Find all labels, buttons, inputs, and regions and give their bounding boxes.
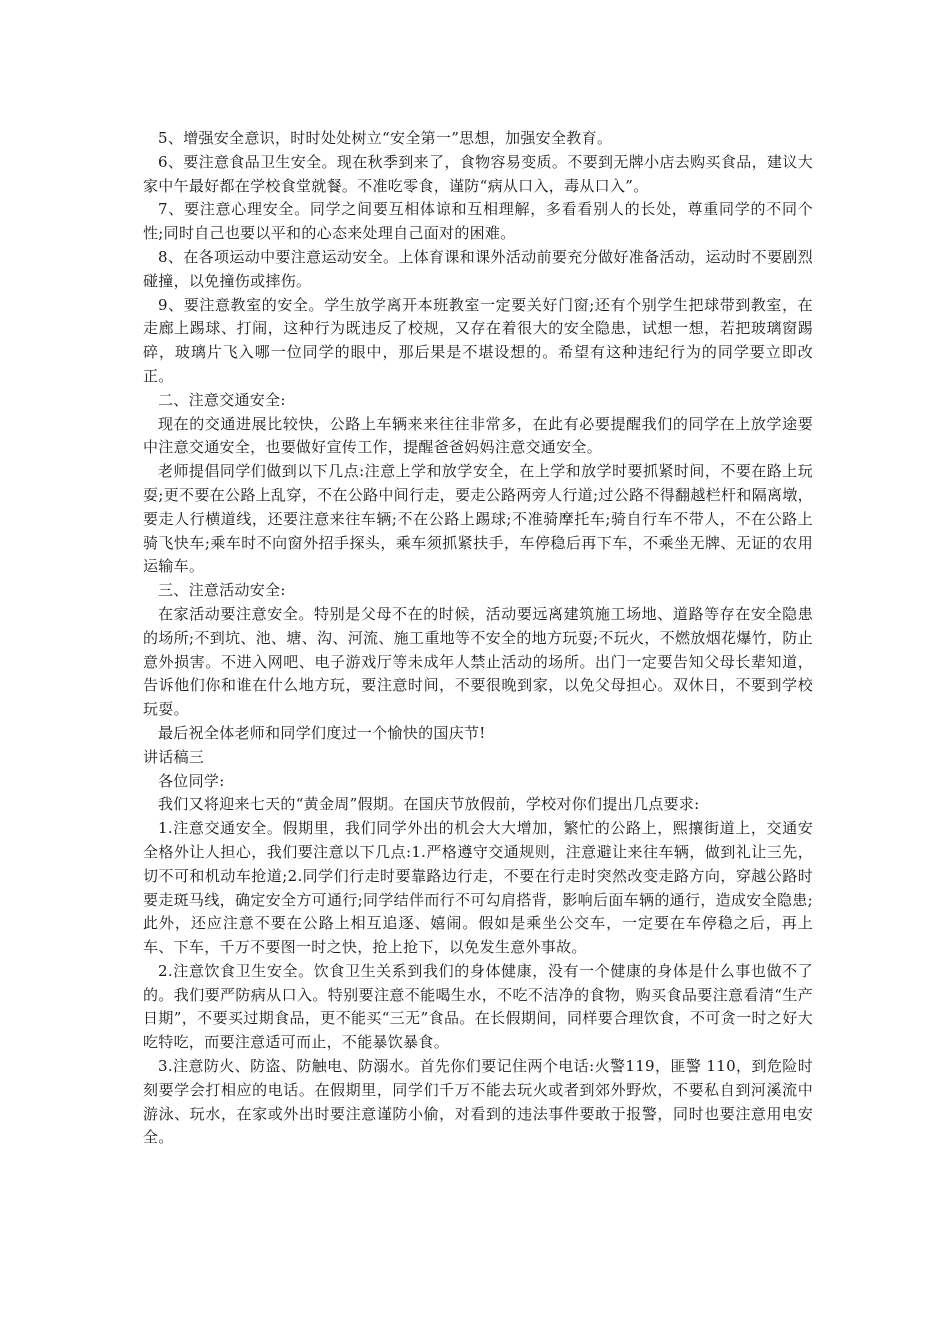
paragraph-traffic-intro: 现在的交通进展比较快，公路上车辆来来往往非常多，在此有必要提醒我们的同学在上放学途要中注意交通安全，也要做好宣传工作，提醒爸爸妈妈注意交通安全。 [143, 414, 813, 457]
paragraph-activity-safety: 在家活动要注意安全。特别是父母不在的时候，活动要远离建筑施工场地、道路等存在安全隐患的场所;不到坑、池、塘、沟、河流、施工重地等不安全的地方玩耍;不玩火，不燃放烟花爆竹，防止意外损害。不进入网吧、电子游戏厅等未成年人禁止活动的场所。出门一定要告知父母长辈知道，告诉他们你和谁在什么地方玩，要注意时间，不要很晚到家，以免父母担心。双休日，不要到学校玩耍。 [143, 604, 813, 719]
paragraph-mental-safety: 7、要注意心理安全。同学之间要互相体谅和互相理解，多看看别人的长处，尊重同学的不同个性;同时自己也要以平和的心态来处理自己面对的困难。 [143, 200, 813, 243]
heading-traffic-safety: 二、注意交通安全: [158, 390, 286, 409]
paragraph-food-safety: 6、要注意食品卫生安全。现在秋季到来了，食物容易变质。不要到无牌小店去购买食品，建议大家中午最好都在学校食堂就餐。不准吃零食，谨防“病从口入，毒从口入”。 [143, 152, 813, 195]
paragraph-holiday-intro: 我们又将迎来七天的“黄金周”假期。在国庆节放假前，学校对你们提出几点要求: [158, 795, 700, 814]
paragraph-holiday-fire: 3.注意防火、防盗、防触电、防溺水。首先你们要记住两个电话:火警119，匪警 110，到危险时刻要学会打相应的电话。在假期里，同学们千万不能去玩火或者到郊外野炊，不要私自到河溪流中游泳、玩水，在家或外出时要注意谨防小偷，对看到的违法事件要敢于报警，同时也要注意用电安全。 [143, 1057, 813, 1147]
paragraph-sports-safety: 8、在各项运动中要注意运动安全。上体育课和课外活动前要充分做好准备活动，运动时不要剧烈碰撞，以免撞伤或摔伤。 [143, 247, 813, 290]
heading-speech-three: 讲话稿三 [143, 747, 205, 766]
paragraph-closing-wishes: 最后祝全体老师和同学们度过一个愉快的国庆节! [158, 723, 486, 742]
paragraph-traffic-rules: 老师提倡同学们做到以下几点:注意上学和放学安全，在上学和放学时要抓紧时间，不要在路上玩耍;更不要在公路上乱穿，不在公路中间行走，要走公路两旁人行道;过公路不得翻越栏杆和隔离墩，要走人行横道线，还要注意来往车辆;不在公路上踢球;不准骑摩托车;骑自行车不带人，不在公路上骑飞快车;乘车时不向窗外招手探头，乘车须抓紧扶手，车停稳后再下车，不乘坐无牌、无证的农用运输车。 [143, 462, 813, 576]
paragraph-holiday-traffic: 1.注意交通安全。假期里，我们同学外出的机会大大增加，繁忙的公路上，熙攘街道上，交通安全格外让人担心，我们要注意以下几点:1.严格遵守交通规则，注意避让来往车辆，做到礼让三先，切不可和机动车抢道;2.同学们行走时要靠路边行走，不要在行走时突然改变走路方向，穿越公路时要走斑马线，确定安全方可通行;同学结伴而行不可勾肩搭背，影响后面车辆的通行，造成安全隐患;此外，还应注意不要在公路上相互追逐、嬉闹。假如是乘坐公交车，一定要在车停稳之后，再上车、下车，千万不要图一时之快，抢上抢下，以免发生意外事故。 [143, 819, 813, 957]
document-body [143, 127, 813, 1150]
heading-activity-safety: 三、注意活动安全: [158, 581, 286, 600]
paragraph-classroom-safety: 9、要注意教室的安全。学生放学离开本班教室一定要关好门窗;还有个别学生把球带到教室，在走廊上踢球、打闹，这种行为既违反了校规，又存在着很大的安全隐患，试想一想，若把玻璃窗踢碎，玻璃片飞入哪一位同学的眼中，那后果是不堪设想的。希望有这种违纪行为的同学要立即改正。 [143, 295, 813, 385]
greeting: 各位同学: [158, 771, 225, 790]
paragraph-holiday-food: 2.注意饮食卫生安全。饮食卫生关系到我们的身体健康，没有一个健康的身体是什么事也做不了的。我们要严防病从口入。特别要注意不能喝生水，不吃不洁净的食物，购买食品要注意看清“生产日期”，不要买过期食品，更不能买“三无”食品。在长假期间，同样要合理饮食，不可贪一时之好大吃特吃，而要注意适可而止，不能暴饮暴食。 [143, 961, 813, 1052]
paragraph-safety-awareness: 5、增强安全意识，时时处处树立“安全第一”思想，加强安全教育。 [158, 129, 613, 147]
